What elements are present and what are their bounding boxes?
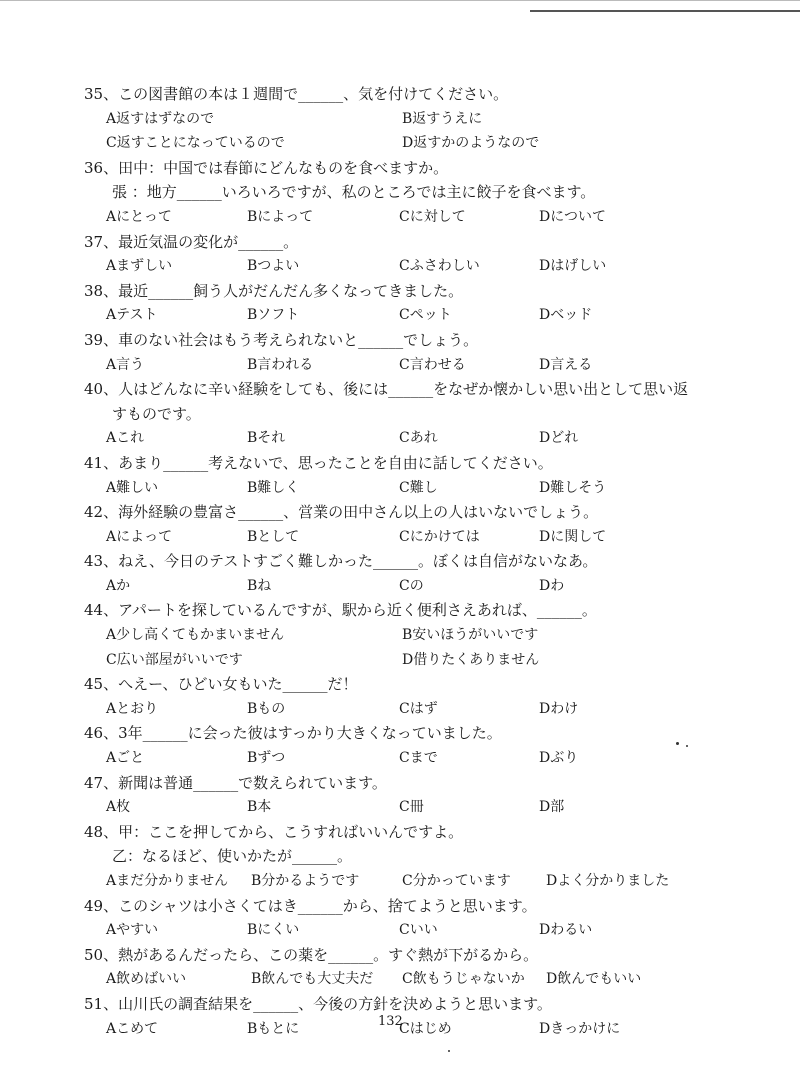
option-d: Dに関して <box>539 528 607 545</box>
option-d: Dわ <box>539 577 565 594</box>
question-stem <box>84 894 724 919</box>
question-stem <box>84 328 724 353</box>
option-b: B返すうえに <box>402 110 483 127</box>
options-row <box>84 574 724 599</box>
option-b: B言われる <box>247 356 314 373</box>
options-row <box>84 795 724 820</box>
option-a: Aによって <box>106 528 173 545</box>
option-c: Cにかけては <box>399 528 480 545</box>
question-stem <box>84 721 724 746</box>
question-stem <box>84 377 724 402</box>
question-number: 41、 <box>84 453 119 472</box>
option-d: Dよく分かりました <box>546 873 670 889</box>
options-row <box>84 353 724 378</box>
option-c: Cはず <box>399 700 438 717</box>
option-b: Bずつ <box>247 750 286 767</box>
option-d: D難しそう <box>539 479 607 496</box>
option-b: B難しく <box>247 479 300 496</box>
option-c: Cに対して <box>399 208 466 225</box>
question-49 <box>84 894 724 943</box>
options-row <box>84 1017 724 1042</box>
options-row <box>84 303 724 328</box>
option-d: Dどれ <box>539 430 579 447</box>
question-48 <box>84 820 724 894</box>
option-d: Dわけ <box>539 700 579 717</box>
question-stem <box>84 943 724 968</box>
option-c: Cいい <box>399 922 438 939</box>
options-row <box>84 107 724 132</box>
option-b: Bね <box>247 577 272 594</box>
options-row <box>84 967 724 992</box>
question-text: 海外経験の豊富さ______、営業の田中さん以上の人はいないでしょう。 <box>118 503 599 522</box>
option-c: Cふさわしい <box>399 258 480 275</box>
option-c: Cペット <box>399 307 452 324</box>
options-row <box>84 254 724 279</box>
question-40 <box>84 377 724 451</box>
question-text: ねえ、今日のテストすごく難しかった______。ぼくは自信がないなあ。 <box>118 552 598 571</box>
question-stem <box>84 992 724 1017</box>
option-a: Aにとって <box>106 208 172 225</box>
option-d: Dきっかけに <box>539 1020 621 1037</box>
option-c: C言わせる <box>399 356 466 373</box>
option-c: C分かっています <box>402 873 511 889</box>
question-text: 山川氏の調査結果を______、今後の方針を決めようと思います。 <box>118 994 552 1013</box>
dialogue-line: 張 ：地方______いろいろですが、私のところでは主に餃子を食べます。 <box>112 183 596 202</box>
question-42 <box>84 500 724 549</box>
option-d: D部 <box>539 799 565 816</box>
question-stem <box>84 230 724 255</box>
question-number: 38、 <box>84 281 119 300</box>
option-b: B分かるようです <box>251 873 360 889</box>
options-row <box>84 476 724 501</box>
question-stem <box>84 672 724 697</box>
question-stem <box>84 279 724 304</box>
option-d: Dわるい <box>539 922 593 939</box>
option-c: C難し <box>399 479 438 496</box>
option-a: A枚 <box>106 799 131 816</box>
question-46 <box>84 721 724 770</box>
option-b: B安いほうがいいです <box>402 627 539 644</box>
question-text: 田中：中国では春節にどんなものを食べますか。 <box>118 158 449 177</box>
option-b: Bソフト <box>247 307 300 324</box>
question-text: 新聞は普通______で数えられています。 <box>118 773 387 792</box>
question-number: 36、 <box>84 158 119 177</box>
option-c: Cまで <box>399 750 438 767</box>
options-row <box>84 697 724 722</box>
option-c: C広い部屋がいいです <box>106 651 243 668</box>
option-a: Aか <box>106 577 131 594</box>
question-stem <box>84 500 724 525</box>
option-b: Bによって <box>247 208 314 225</box>
option-a: A少し高くてもかまいません <box>106 627 285 644</box>
question-text: 人はどんなに辛い経験をしても、後には______をなぜか懐かしい思い出として思い返 <box>118 380 689 399</box>
question-number: 48、 <box>84 822 119 841</box>
question-number: 50、 <box>84 945 119 964</box>
question-35 <box>84 82 724 156</box>
question-text: このシャツは小さくてはき______から、捨てようと思います。 <box>118 896 537 915</box>
dialogue-line: 乙：なるほど、使いかたが______。 <box>112 847 353 866</box>
scan-edge-line <box>0 0 800 1</box>
option-c: Cあれ <box>399 430 438 447</box>
option-c: C返すことになっているので <box>106 135 285 152</box>
option-b: Bつよい <box>247 258 300 275</box>
question-stem <box>84 156 724 181</box>
options-row <box>84 869 724 894</box>
question-text: 車のない社会はもう考えられないと______でしょう。 <box>118 330 479 349</box>
question-number: 46、 <box>84 724 119 743</box>
question-50 <box>84 943 724 992</box>
option-b: Bもの <box>247 700 286 717</box>
question-stem <box>84 598 724 623</box>
question-45 <box>84 672 724 721</box>
option-c: Cはじめ <box>399 1020 452 1037</box>
option-c: Cの <box>399 577 424 594</box>
option-a: Aこめて <box>106 1020 159 1037</box>
option-a: A返すはずなので <box>106 110 215 127</box>
question-continuation: すものです。 <box>112 404 201 423</box>
question-number: 45、 <box>84 675 119 694</box>
question-text: 3年______に会った彼はすっかり大きくなっていました。 <box>118 724 502 743</box>
question-number: 44、 <box>84 601 119 620</box>
question-stem <box>84 82 724 107</box>
option-b: B本 <box>247 799 272 816</box>
options-row <box>84 623 724 648</box>
option-b: Bもとに <box>247 1020 300 1037</box>
options-row <box>84 648 724 673</box>
question-number: 51、 <box>84 994 119 1013</box>
option-a: Aやすい <box>106 922 159 939</box>
question-number: 42、 <box>84 503 119 522</box>
question-text: 甲：ここを押してから、こうすればいいんですよ。 <box>118 822 464 841</box>
option-a: A難しい <box>106 479 159 496</box>
options-row <box>84 918 724 943</box>
question-text: 熱があるんだったら、この薬を______。すぐ熱が下がるから。 <box>118 945 539 964</box>
option-b: Bそれ <box>247 430 286 447</box>
option-b: Bとして <box>247 528 300 545</box>
question-text: アパートを探しているんですが、駅から近く便利さえあれば、______。 <box>118 601 597 620</box>
header-rule <box>530 10 800 12</box>
question-number: 47、 <box>84 773 119 792</box>
option-a: A言う <box>106 356 145 373</box>
question-51 <box>84 992 724 1041</box>
options-row <box>84 205 724 230</box>
option-c: C飲もうじゃないか <box>402 971 525 988</box>
page-number: 132 <box>378 1014 403 1029</box>
option-a: Aとおり <box>106 700 159 717</box>
option-a: Aまだ分かりません <box>106 873 229 889</box>
options-row <box>84 131 724 156</box>
question-text: へえー、ひどい女もいた______だ！ <box>118 675 358 694</box>
options-row <box>84 426 724 451</box>
option-d: D借りたくありません <box>402 651 540 668</box>
option-b: Bにくい <box>247 922 300 939</box>
option-a: Aこれ <box>106 430 145 447</box>
question-number: 39、 <box>84 330 119 349</box>
option-d: Dぶり <box>539 750 579 767</box>
option-d: D言える <box>539 356 593 373</box>
question-number: 40、 <box>84 380 119 399</box>
question-43 <box>84 549 724 598</box>
option-b: B飲んでも大丈夫だ <box>251 971 374 988</box>
question-38 <box>84 279 724 328</box>
option-d: D返すかのようなので <box>402 135 540 152</box>
options-row <box>84 525 724 550</box>
question-text: 最近気温の変化が______。 <box>118 232 299 251</box>
option-d: Dはげしい <box>539 258 607 275</box>
question-text: あまり______考えないで、思ったことを自由に話してください。 <box>118 453 553 472</box>
question-number: 43、 <box>84 552 119 571</box>
question-41 <box>84 451 724 500</box>
question-stem <box>84 451 724 476</box>
question-number: 49、 <box>84 896 119 915</box>
option-c: C冊 <box>399 799 424 816</box>
scan-speck <box>448 1050 450 1052</box>
option-a: Aテスト <box>106 307 158 324</box>
question-text: 最近______飼う人がだんだん多くなってきました。 <box>118 281 464 300</box>
option-a: Aまずしい <box>106 258 173 275</box>
question-list <box>84 82 724 1041</box>
question-37 <box>84 230 724 279</box>
question-text: この図書館の本は１週間で______、気を付けてください。 <box>118 85 509 103</box>
question-47 <box>84 771 724 820</box>
option-d: D飲んでもいい <box>546 971 642 988</box>
question-stem <box>84 771 724 796</box>
question-number: 37、 <box>84 232 119 251</box>
question-number: 35、 <box>84 85 119 103</box>
option-d: Dベッド <box>539 307 593 324</box>
option-a: A飲めばいい <box>106 971 187 988</box>
question-44 <box>84 598 724 672</box>
option-d: Dについて <box>539 208 606 225</box>
option-a: Aごと <box>106 750 145 767</box>
question-stem <box>84 820 724 845</box>
question-stem <box>84 549 724 574</box>
question-39 <box>84 328 724 377</box>
options-row <box>84 746 724 771</box>
question-36 <box>84 156 724 230</box>
